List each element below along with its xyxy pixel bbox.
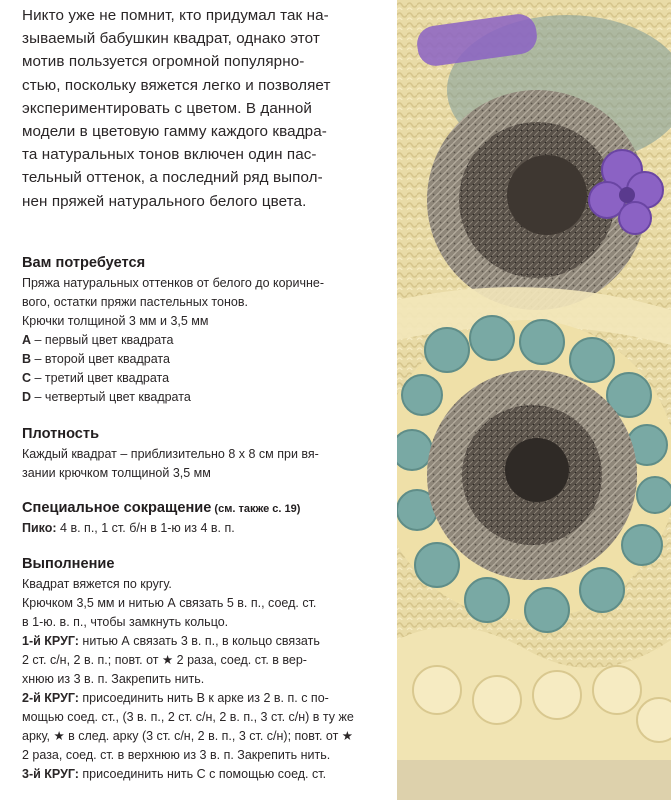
- abbreviation-line: [22, 519, 392, 538]
- color-item-c: [22, 369, 392, 388]
- instructions-line: в 1-ю. в. п., чтобы замкнуть кольцо.: [22, 615, 229, 629]
- color-key: C: [22, 371, 32, 385]
- color-key: D: [22, 390, 32, 404]
- abbreviation-definition: 4 в. п., 1 ст. б/н в 1-ю из 4 в. п.: [56, 521, 235, 535]
- instructions-line: Квадрат вяжется по кругу.: [22, 577, 172, 591]
- round-3-label: 3-й КРУГ:: [22, 767, 79, 781]
- color-desc: – второй цвет квадрата: [31, 352, 170, 366]
- abbreviation-body: [22, 519, 392, 538]
- instructions-body: [22, 575, 392, 784]
- materials-line: вого, остатки пряжи пастельных тонов.: [22, 295, 248, 309]
- abbreviation-section: [22, 498, 392, 538]
- materials-body: [22, 274, 392, 407]
- materials-heading: Вам потребуется: [22, 255, 146, 271]
- intro-line: мотив пользуется огромной популярно-: [22, 53, 305, 71]
- round-1-line: [22, 632, 392, 651]
- materials-line: Крючки толщиной 3 мм и 3,5 мм: [22, 314, 209, 328]
- intro-line: та натуральных тонов включен один пас-: [22, 146, 317, 164]
- color-desc: – первый цвет квадрата: [31, 333, 174, 347]
- crochet-illustration: [397, 0, 671, 800]
- round-2-text: присоединить нить В к арке из 2 в. п. с по-: [78, 691, 329, 705]
- intro-line: Никто уже не помнит, кто придумал так на-: [22, 7, 329, 24]
- crochet-photo: [397, 0, 671, 800]
- instructions-heading: Выполнение: [22, 556, 115, 572]
- abbreviation-heading: [22, 498, 392, 519]
- round-2-line: мощью соед. ст., (3 в. п., 2 ст. с/н, 2 в. п., 3 ст. с/н) в ту же: [22, 710, 354, 724]
- gauge-line: Каждый квадрат – приблизительно 8 х 8 см при вя-: [22, 447, 319, 461]
- round-2-line: арку, ★ в след. арку (3 ст. с/н, 2 в. п., 3 ст. с/н); повт. от ★: [22, 729, 353, 743]
- round-3-text: присоединить нить С с помощью соед. ст.: [78, 767, 327, 781]
- round-2-label: 2-й КРУГ:: [22, 691, 79, 705]
- round-1-line: 2 ст. с/н, 2 в. п.; повт. от ★ 2 раза, соед. ст. в вер-: [22, 653, 307, 667]
- instructions-section: [22, 554, 392, 784]
- abbreviation-term: Пико:: [22, 521, 57, 535]
- gauge-body: [22, 445, 392, 483]
- gauge-line: зании крючком толщиной 3,5 мм: [22, 466, 211, 480]
- intro-line: модели в цветовую гамму каждого квадра-: [22, 123, 327, 141]
- materials-line: Пряжа натуральных оттенков от белого до коричне-: [22, 276, 325, 290]
- intro-line: стью, поскольку вяжется легко и позволяет: [22, 76, 331, 94]
- round-1-label: 1-й КРУГ:: [22, 634, 79, 648]
- round-2-line: 2 раза, соед. ст. в верхнюю из 3 в. п. Закрепить нить.: [22, 748, 331, 762]
- round-1-line: хнюю из 3 в. п. Закрепить нить.: [22, 672, 205, 686]
- color-desc: – третий цвет квадрата: [31, 371, 170, 385]
- round-3-line: [22, 765, 392, 784]
- round-1-text: нитью А связать 3 в. п., в кольцо связать: [78, 634, 320, 648]
- round-2-line: [22, 689, 392, 708]
- intro-line: тельный оттенок, а последний ряд выпол-: [22, 169, 323, 187]
- color-item-b: [22, 350, 392, 369]
- materials-section: [22, 253, 392, 407]
- intro-line: нен пряжей натурального белого цвета.: [22, 192, 307, 210]
- intro-line: экспериментировать с цветом. В данной: [22, 99, 312, 117]
- color-key: B: [22, 352, 32, 366]
- color-desc: – четвертый цвет квадрата: [31, 390, 191, 404]
- gauge-heading: Плотность: [22, 426, 100, 442]
- color-item-d: [22, 388, 392, 407]
- gauge-section: [22, 424, 392, 483]
- color-key: A: [22, 333, 32, 347]
- instructions-line: Крючком 3,5 мм и нитью А связать 5 в. п., соед. ст.: [22, 596, 317, 610]
- intro-paragraph: [22, 4, 392, 213]
- abbreviation-title: Специальное сокращение: [22, 500, 212, 516]
- abbreviation-note: (см. также с. 19): [211, 503, 301, 515]
- color-item-a: [22, 331, 392, 350]
- intro-line: зываемый бабушкин квадрат, однако этот: [22, 30, 320, 48]
